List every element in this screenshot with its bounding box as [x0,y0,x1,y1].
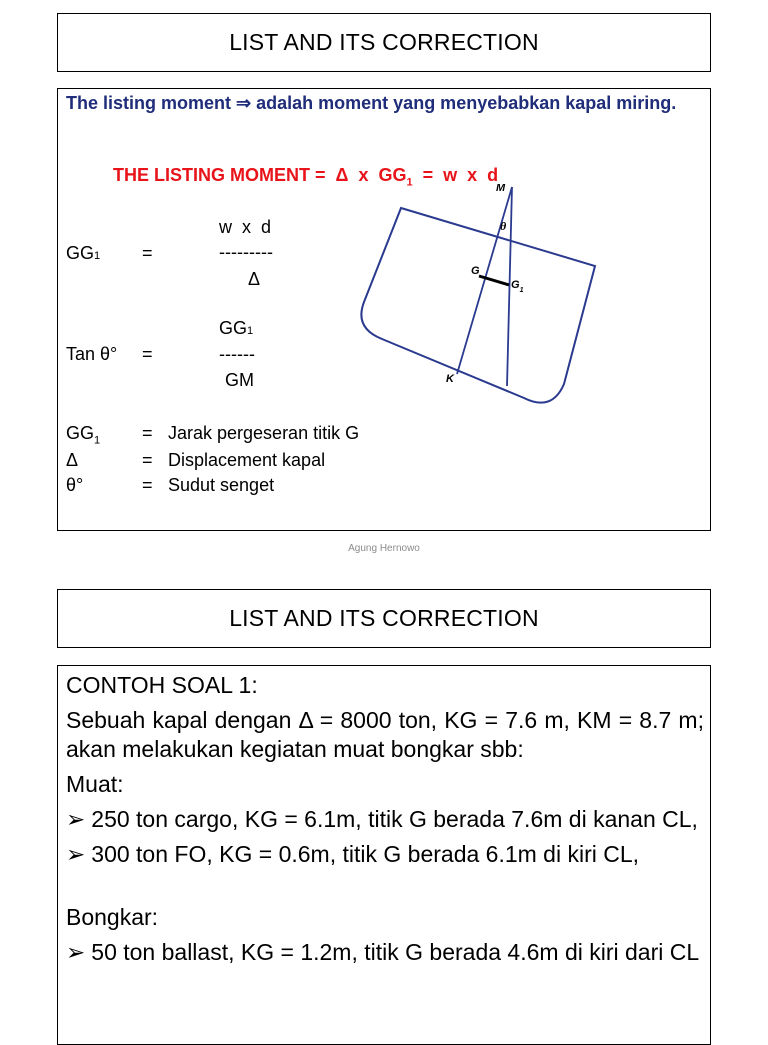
def-theta-symbol: θ° [66,475,84,495]
label-k: K [446,373,454,385]
problem-statement: Sebuah kapal dengan Δ = 8000 ton, KG = 7.6 m, KM = 8.7 m; akan melakukan kegiatan muat bongkar sbb: [66,707,704,762]
bongkar-item: ➢ 50 ton ballast, KG = 1.2m, titik G berada 4.6m di kiri dari CL [66,939,700,965]
gg1-label: GG1 [66,243,101,263]
slide2-content [57,665,711,1045]
slide1-title: LIST AND ITS CORRECTION [229,29,539,55]
bullet-arrow-icon: ➢ [66,939,86,965]
muat-item: ➢ 300 ton FO, KG = 0.6m, titik G berada 6.1m di kiri CL, [66,841,640,867]
slide2-title: LIST AND ITS CORRECTION [229,605,539,631]
bullet-arrow-icon: ➢ [66,806,86,832]
slide1-content [57,88,711,531]
tan-numerator: GG1 [219,318,254,338]
def-gg1-desc: Jarak pergeseran titik G [168,423,360,443]
gg1-equals: = [142,243,153,263]
tan-equals: = [142,344,153,364]
implies-arrow-icon: ⇒ [236,93,252,113]
def-delta-equals: = [142,450,153,470]
def-gg1-symbol: $GG_1$ [66,423,101,447]
label-theta: θ [500,219,507,233]
formula-sub: 1 [406,176,413,189]
tan-denominator: GM [225,370,254,390]
tan-label: Tan θ° [66,344,118,364]
formula-post: = w x d [412,165,499,185]
formula-pre: THE LISTING MOMENT = Δ x GG [113,165,407,185]
intro-part1: The listing moment [66,93,232,113]
muat-label: Muat: [66,771,124,797]
example-problem [66,671,704,973]
label-m: M [496,184,506,194]
gg1-fraction-line: --------- [219,242,273,262]
example-heading: CONTOH SOAL 1: [66,672,258,698]
label-g: G [471,265,480,277]
intro-text [66,93,702,113]
def-theta-desc: Sudut senget [168,475,275,495]
label-g1: $G_1$ [511,279,524,294]
slide1-title-box [57,13,711,72]
listing-ship-diagram [348,184,618,414]
tan-fraction-line: ------ [219,344,255,364]
def-delta-symbol: Δ [66,450,79,470]
heeled-centerline [457,187,512,374]
gg1-numerator: w x d [219,217,272,237]
gg1-denominator: Δ [248,269,261,289]
slide2-title-box [57,589,711,648]
author-credit: Agung Hernowo [348,543,420,554]
def-theta-equals: = [142,475,153,495]
muat-item: ➢ 250 ton cargo, KG = 6.1m, titik G berada 7.6m di kanan CL, [66,806,698,832]
def-gg1-equals: = [142,423,153,443]
intro-part2: adalah moment yang menyebabkan kapal miring. [256,93,677,113]
def-delta-desc: Displacement kapal [168,450,326,470]
bullet-arrow-icon: ➢ [66,841,86,867]
bongkar-label: Bongkar: [66,904,159,930]
ship-hull-outline [361,208,595,403]
